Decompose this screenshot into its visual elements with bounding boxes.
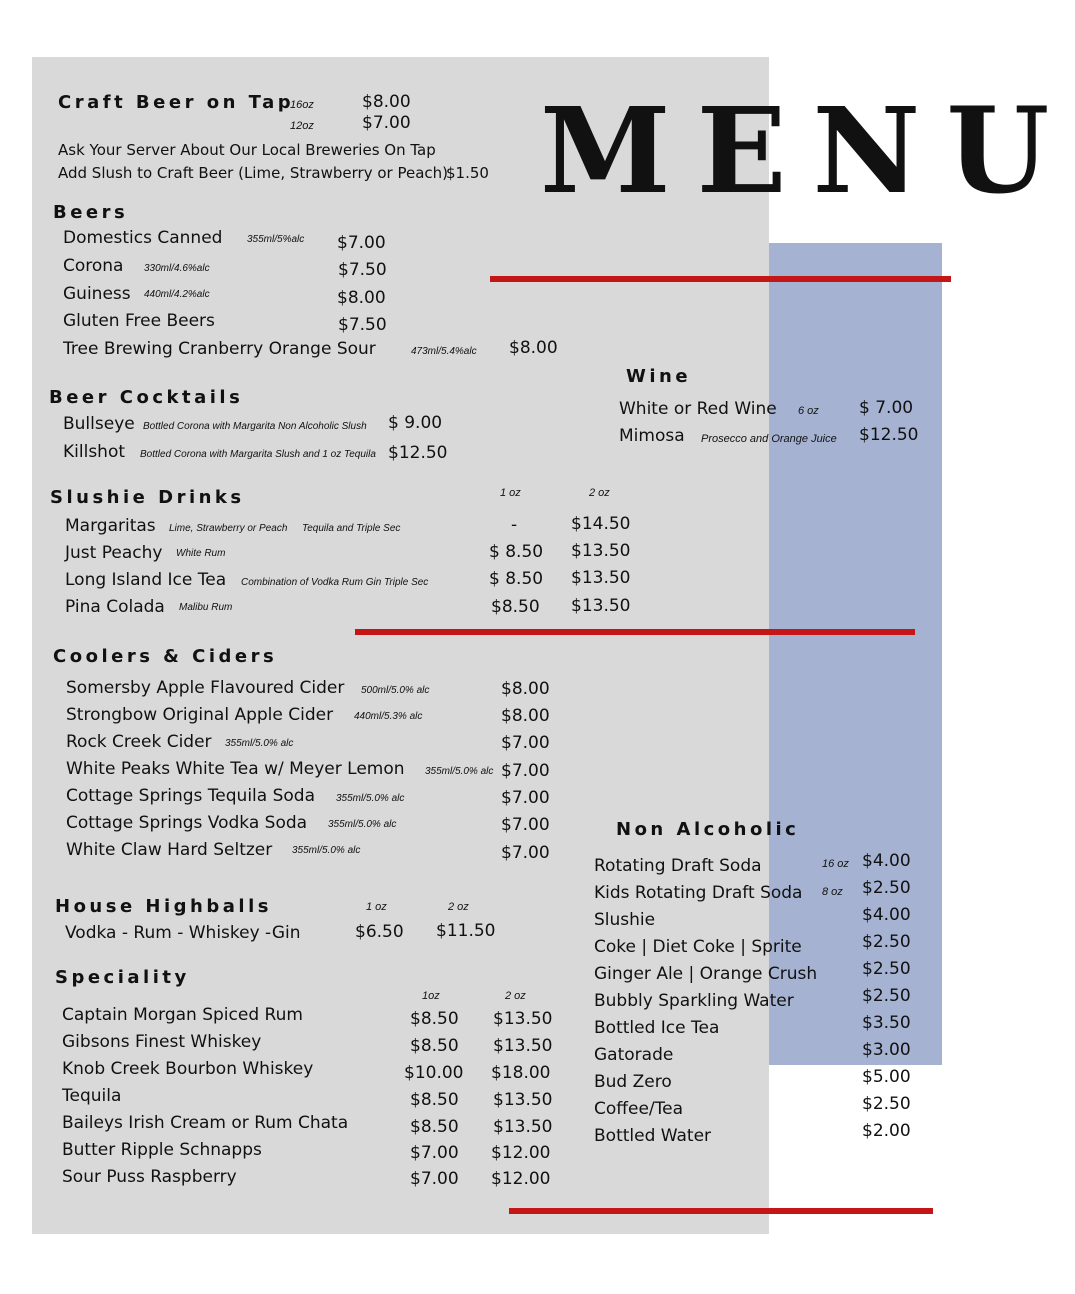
beers-heading: Beers (53, 202, 129, 223)
slushie-heading: Slushie Drinks (50, 487, 245, 508)
red-divider-3 (509, 1208, 933, 1214)
menu-item-name: Somersby Apple Flavoured Cider (66, 678, 345, 698)
menu-item-name: Baileys Irish Cream or Rum Chata (62, 1113, 349, 1133)
menu-item-price: $ 9.00 (388, 413, 443, 433)
menu-item-name: Bottled Ice Tea (594, 1018, 720, 1038)
menu-item-price-2oz: $13.50 (493, 1009, 553, 1029)
menu-item-price-2oz: $13.50 (571, 568, 631, 588)
menu-item-detail: 355ml/5.0% alc (292, 845, 361, 856)
beer-cocktails-heading: Beer Cocktails (49, 387, 244, 408)
menu-item-price: $2.00 (862, 1121, 911, 1141)
craft-beer-note: Ask Your Server About Our Local Breweries On Tap (58, 141, 436, 159)
menu-item-name: Slushie (594, 910, 656, 930)
menu-item-detail: Bottled Corona with Margarita Non Alcoholic Slush (143, 421, 367, 432)
menu-item-name: Gibsons Finest Whiskey (62, 1032, 262, 1052)
menu-item-detail: 330ml/4.6%alc (144, 263, 210, 274)
menu-item-detail: Bottled Corona with Margarita Slush and 1 oz Tequila (140, 449, 376, 460)
menu-item-price: $12.50 (388, 443, 448, 463)
menu-item-name: Bubbly Sparkling Water (594, 991, 794, 1011)
menu-item-price-2oz: $14.50 (571, 514, 631, 534)
craft-beer-size-16: 16oz (290, 99, 314, 111)
menu-item-price: $7.00 (501, 761, 550, 781)
menu-item-detail: White Rum (176, 548, 226, 559)
craft-beer-slush-price: $1.50 (446, 164, 489, 182)
menu-item-price-1oz: $8.50 (410, 1009, 459, 1029)
menu-item-name: Guiness (63, 284, 131, 304)
highballs-heading: House Highballs (55, 896, 272, 917)
menu-item-name: Cottage Springs Vodka Soda (66, 813, 308, 833)
highballs-price-1oz: $6.50 (355, 922, 404, 942)
menu-item-detail: Prosecco and Orange Juice (701, 433, 837, 445)
menu-item-price-2oz: $13.50 (571, 541, 631, 561)
menu-item-price-2oz: $12.00 (491, 1143, 551, 1163)
menu-item-name: Pina Colada (65, 597, 165, 617)
menu-item-price-1oz: $7.00 (410, 1169, 459, 1189)
menu-item-detail: 355ml/5.0% alc (328, 819, 397, 830)
menu-item-name: Captain Morgan Spiced Rum (62, 1005, 303, 1025)
menu-title: MENU (540, 81, 1075, 220)
menu-item-name: Rock Creek Cider (66, 732, 212, 752)
menu-item-name: Tree Brewing Cranberry Orange Sour (63, 339, 376, 359)
menu-item-name: White Claw Hard Seltzer (66, 840, 273, 860)
menu-item-detail: Malibu Rum (179, 602, 233, 613)
menu-item-price-1oz: $8.50 (410, 1090, 459, 1110)
menu-item-price: $2.50 (862, 878, 911, 898)
menu-item-price: $7.00 (501, 815, 550, 835)
menu-item-name: Coffee/Tea (594, 1099, 684, 1119)
menu-item-price: $8.00 (337, 288, 386, 308)
menu-item-price: $7.00 (337, 233, 386, 253)
menu-item-price: $12.50 (859, 425, 919, 445)
menu-item-price-1oz: $7.00 (410, 1143, 459, 1163)
craft-beer-price-16: $8.00 (362, 92, 411, 112)
menu-item-name: Strongbow Original Apple Cider (66, 705, 334, 725)
menu-item-detail: 355ml/5.0% alc (225, 738, 294, 749)
menu-item-detail: 500ml/5.0% alc (361, 685, 430, 696)
menu-item-price-2oz: $13.50 (493, 1090, 553, 1110)
menu-item-price-1oz: $8.50 (491, 597, 540, 617)
menu-item-price: $5.00 (862, 1067, 911, 1087)
menu-item-name: Killshot (63, 442, 126, 462)
menu-item-price: $ 7.00 (859, 398, 914, 418)
menu-item-name: Knob Creek Bourbon Whiskey (62, 1059, 314, 1079)
menu-item-price: $8.00 (509, 338, 558, 358)
menu-item-detail: 440ml/5.3% alc (354, 711, 423, 722)
menu-item-detail: 440ml/4.2%alc (144, 289, 210, 300)
menu-item-price: $7.50 (338, 260, 387, 280)
craft-beer-price-12: $7.00 (362, 113, 411, 133)
menu-item-price: $4.00 (862, 905, 911, 925)
menu-item-price-2oz: $13.50 (493, 1117, 553, 1137)
menu-item-name: Gatorade (594, 1045, 674, 1065)
menu-item-detail: 473ml/5.4%alc (411, 346, 477, 357)
menu-item-name: Ginger Ale | Orange Crush (594, 964, 818, 984)
menu-item-detail: 6 oz (798, 405, 819, 417)
craft-beer-size-12: 12oz (290, 120, 314, 132)
highballs-item: Vodka - Rum - Whiskey -Gin (65, 923, 301, 943)
slushie-col-1oz: 1 oz (500, 487, 521, 499)
menu-item-price-1oz: $8.50 (410, 1036, 459, 1056)
menu-item-name: Margaritas (65, 516, 156, 536)
menu-item-detail: 8 oz (822, 886, 843, 898)
menu-item-price: $8.00 (501, 706, 550, 726)
menu-item-price: $8.00 (501, 679, 550, 699)
menu-item-name: Coke | Diet Coke | Sprite (594, 937, 802, 957)
menu-item-name: Cottage Springs Tequila Soda (66, 786, 315, 806)
menu-item-name: Kids Rotating Draft Soda (594, 883, 803, 903)
highballs-price-2oz: $11.50 (436, 921, 496, 941)
menu-item-price-1oz: - (511, 515, 518, 535)
menu-item-name: Domestics Canned (63, 228, 223, 248)
menu-item-price-2oz: $13.50 (571, 596, 631, 616)
menu-item-price-1oz: $10.00 (404, 1063, 464, 1083)
craft-beer-slush-note: Add Slush to Craft Beer (Lime, Strawberry or Peach) (58, 164, 448, 182)
menu-item-price-2oz: $12.00 (491, 1169, 551, 1189)
menu-item-name: Butter Ripple Schnapps (62, 1140, 262, 1160)
menu-item-detail: 355ml/5.0% alc (425, 766, 494, 777)
menu-item-price: $4.00 (862, 851, 911, 871)
speciality-col-2oz: 2 oz (505, 990, 526, 1002)
menu-item-price: $2.50 (862, 986, 911, 1006)
menu-item-detail: 16 oz (822, 858, 849, 870)
menu-item-price-1oz: $8.50 (410, 1117, 459, 1137)
menu-item-price: $2.50 (862, 959, 911, 979)
menu-item-price: $2.50 (862, 932, 911, 952)
red-divider-1 (490, 276, 951, 282)
menu-item-detail: 355ml/5.0% alc (336, 793, 405, 804)
menu-item-detail: Combination of Vodka Rum Gin Triple Sec (241, 577, 429, 588)
menu-item-price: $7.00 (501, 733, 550, 753)
non-alcoholic-heading: Non Alcoholic (616, 819, 800, 840)
menu-item-detail: 355ml/5%alc (247, 234, 305, 245)
slushie-col-2oz: 2 oz (589, 487, 610, 499)
menu-item-name: Bottled Water (594, 1126, 712, 1146)
coolers-heading: Coolers & Ciders (53, 646, 278, 667)
menu-item-price-2oz: $13.50 (493, 1036, 553, 1056)
craft-beer-heading: Craft Beer on Tap (58, 92, 295, 113)
menu-item-price: $7.00 (501, 843, 550, 863)
menu-item-price: $3.50 (862, 1013, 911, 1033)
menu-item-detail: Lime, Strawberry or Peach (169, 523, 288, 534)
wine-heading: Wine (626, 366, 692, 387)
menu-item-name: Sour Puss Raspberry (62, 1167, 237, 1187)
menu-item-price-1oz: $ 8.50 (489, 542, 544, 562)
menu-item-name: Rotating Draft Soda (594, 856, 762, 876)
speciality-col-1oz: 1oz (422, 990, 440, 1002)
menu-item-name: Bullseye (63, 414, 135, 434)
menu-item-name: Corona (63, 256, 124, 276)
menu-item-price: $7.50 (338, 315, 387, 335)
menu-item-name: Long Island Ice Tea (65, 570, 227, 590)
menu-item-price: $2.50 (862, 1094, 911, 1114)
menu-item-name: White or Red Wine (619, 399, 777, 419)
speciality-heading: Speciality (55, 967, 190, 988)
menu-item-name: Just Peachy (65, 543, 163, 563)
menu-item-name: Mimosa (619, 426, 685, 446)
menu-item-detail-2: Tequila and Triple Sec (302, 523, 401, 534)
red-divider-2 (355, 629, 915, 635)
highballs-col-1oz: 1 oz (366, 901, 387, 913)
highballs-col-2oz: 2 oz (448, 901, 469, 913)
menu-item-price-1oz: $ 8.50 (489, 569, 544, 589)
menu-item-name: Tequila (62, 1086, 122, 1106)
menu-item-price: $3.00 (862, 1040, 911, 1060)
menu-item-name: Bud Zero (594, 1072, 672, 1092)
menu-item-price-2oz: $18.00 (491, 1063, 551, 1083)
menu-item-name: White Peaks White Tea w/ Meyer Lemon (66, 759, 405, 779)
menu-item-price: $7.00 (501, 788, 550, 808)
menu-item-name: Gluten Free Beers (63, 311, 215, 331)
